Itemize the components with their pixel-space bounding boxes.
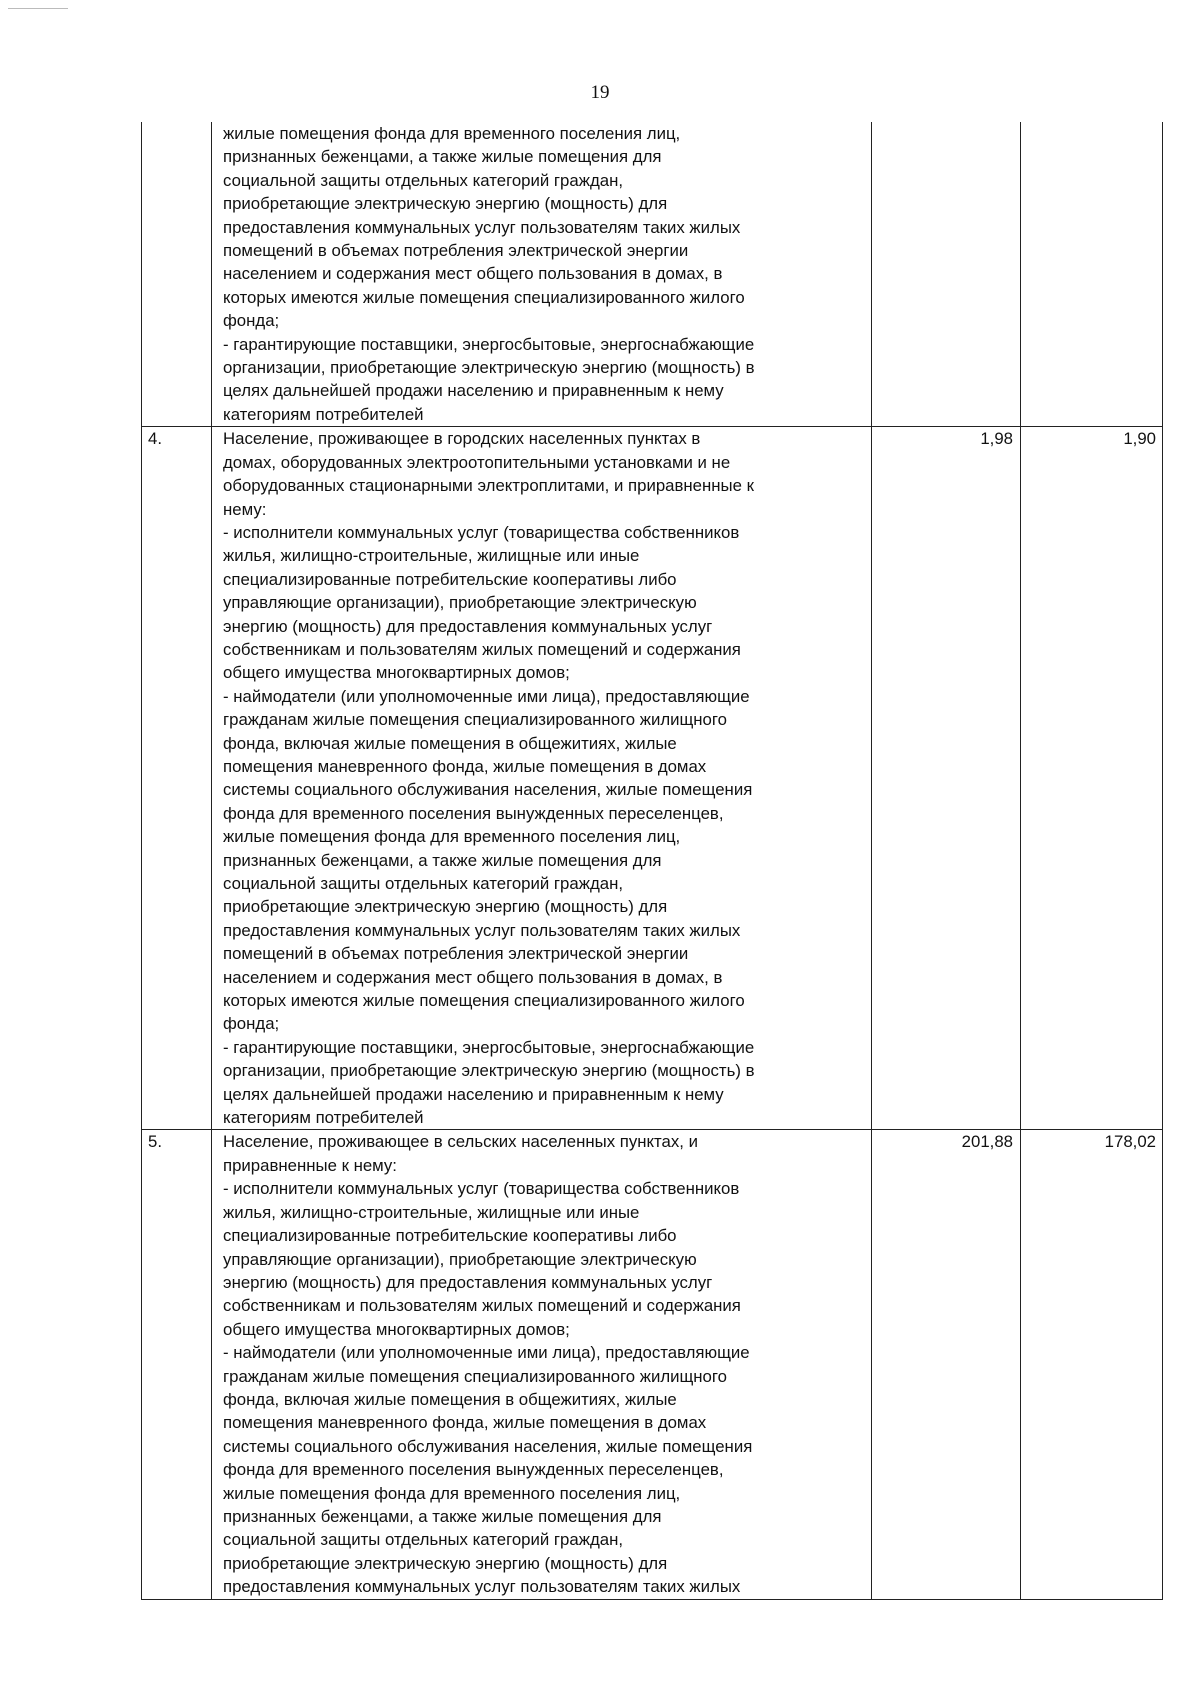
description-line: управляющие организации), приобретающие электрическую — [223, 593, 697, 613]
description-line: нему: — [223, 499, 267, 519]
table-row — [142, 1130, 1163, 1599]
table-row — [142, 427, 1163, 1130]
description-line: целях дальнейшей продажи населению и приравненным к нему — [223, 381, 724, 401]
description-line: которых имеются жилые помещения специализированного жилого — [223, 991, 745, 1011]
description-line: оборудованных стационарными электроплитами, и приравненные к — [223, 476, 754, 496]
description-line: - гарантирующие поставщики, энергосбытовые, энергоснабжающие — [223, 1037, 755, 1057]
description-line: фонда для временного поселения вынужденных переселенцев, — [223, 1460, 724, 1480]
description-line: предоставления коммунальных услуг пользователям таких жилых — [223, 217, 741, 237]
row-value-2: 178,02 — [1021, 1130, 1163, 1599]
description-line: помещений в объемах потребления электрической энергии — [223, 944, 689, 964]
row-value-1: 201,88 — [872, 1130, 1021, 1599]
description-line: приобретающие электрическую энергию (мощность) для — [223, 897, 668, 917]
scan-artifact — [8, 8, 68, 11]
description-line: фонда, включая жилые помещения в общежитиях, жилые — [223, 733, 677, 753]
description-line: организации, приобретающие электрическую энергию (мощность) в — [223, 358, 755, 378]
description-line: социальной защиты отдельных категорий граждан, — [223, 170, 623, 190]
description-line: - исполнители коммунальных услуг (товарищества собственников — [223, 522, 740, 542]
description-line: категориям потребителей — [223, 1108, 424, 1128]
description-line: - исполнители коммунальных услуг (товарищества собственников — [223, 1179, 740, 1199]
description-line: признанных беженцами, а также жилые помещения для — [223, 147, 662, 167]
description-line: энергию (мощность) для предоставления коммунальных услуг — [223, 616, 713, 636]
description-line: фонда для временного поселения вынужденных переселенцев, — [223, 803, 724, 823]
row-description — [212, 1130, 872, 1599]
description-line: фонда; — [223, 1014, 280, 1034]
row-value-1 — [872, 122, 1021, 427]
description-line: социальной защиты отдельных категорий граждан, — [223, 1530, 623, 1550]
description-line: домах, оборудованных электроотопительными установками и не — [223, 452, 731, 472]
description-line: приобретающие электрическую энергию (мощность) для — [223, 1553, 668, 1573]
row-description — [212, 427, 872, 1130]
description-line: жилые помещения фонда для временного поселения лиц, — [223, 1483, 681, 1503]
description-line: организации, приобретающие электрическую энергию (мощность) в — [223, 1061, 755, 1081]
description-line: признанных беженцами, а также жилые помещения для — [223, 850, 662, 870]
row-number — [142, 122, 212, 427]
description-line: помещения маневренного фонда, жилые помещения в домах — [223, 756, 707, 776]
description-line: гражданам жилые помещения специализированного жилищного — [223, 710, 727, 730]
description-line: жилья, жилищно-строительные, жилищные или иные — [223, 546, 640, 566]
row-value-1: 1,98 — [872, 427, 1021, 1130]
description-line: специализированные потребительские кооперативы либо — [223, 1226, 677, 1246]
table-row — [142, 122, 1163, 427]
description-line: - наймодатели (или уполномоченные ими лица), предоставляющие — [223, 686, 750, 706]
description-line: помещения маневренного фонда, жилые помещения в домах — [223, 1413, 707, 1433]
row-number: 5. — [142, 1130, 212, 1599]
row-value-2 — [1021, 122, 1163, 427]
description-line: Население, проживающее в городских населенных пунктах в — [223, 429, 701, 449]
description-line: фонда, включая жилые помещения в общежитиях, жилые — [223, 1389, 677, 1409]
description-line: системы социального обслуживания населения, жилые помещения — [223, 1436, 753, 1456]
description-line: предоставления коммунальных услуг пользователям таких жилых — [223, 1577, 741, 1597]
row-description — [212, 122, 872, 427]
description-line: целях дальнейшей продажи населению и приравненным к нему — [223, 1084, 724, 1104]
row-number: 4. — [142, 427, 212, 1130]
description-line: жилые помещения фонда для временного поселения лиц, — [223, 124, 681, 143]
description-line: социальной защиты отдельных категорий граждан, — [223, 874, 623, 893]
description-line: предоставления коммунальных услуг пользователям таких жилых — [223, 920, 741, 940]
description-line: системы социального обслуживания населения, жилые помещения — [223, 780, 753, 800]
description-line: энергию (мощность) для предоставления коммунальных услуг — [223, 1272, 713, 1292]
row-value-2: 1,90 — [1021, 427, 1163, 1130]
tariff-table — [141, 122, 1163, 1600]
description-line: - гарантирующие поставщики, энергосбытовые, энергоснабжающие — [223, 334, 755, 354]
description-line: приравненные к нему: — [223, 1155, 397, 1175]
page-number: 19 — [590, 82, 610, 103]
description-line: которых имеются жилые помещения специализированного жилого — [223, 287, 745, 307]
description-line: собственникам и пользователям жилых помещений и содержания — [223, 1296, 741, 1316]
description-line: общего имущества многоквартирных домов; — [223, 663, 570, 683]
description-line: - наймодатели (или уполномоченные ими лица), предоставляющие — [223, 1343, 750, 1363]
description-line: населением и содержания мест общего пользования в домах, в — [223, 967, 723, 987]
description-line: управляющие организации), приобретающие электрическую — [223, 1249, 697, 1269]
description-line: жилые помещения фонда для временного поселения лиц, — [223, 827, 681, 847]
description-line: категориям потребителей — [223, 404, 424, 424]
description-line: помещений в объемах потребления электрической энергии — [223, 241, 689, 261]
description-line: жилья, жилищно-строительные, жилищные или иные — [223, 1202, 640, 1222]
description-line: общего имущества многоквартирных домов; — [223, 1319, 570, 1339]
description-line: фонда; — [223, 311, 280, 331]
description-line: гражданам жилые помещения специализированного жилищного — [223, 1366, 727, 1386]
description-line: населением и содержания мест общего пользования в домах, в — [223, 264, 723, 284]
description-line: собственникам и пользователям жилых помещений и содержания — [223, 639, 741, 659]
description-line: приобретающие электрическую энергию (мощность) для — [223, 194, 668, 214]
description-line: признанных беженцами, а также жилые помещения для — [223, 1506, 662, 1526]
description-line: специализированные потребительские кооперативы либо — [223, 569, 677, 589]
description-line: Население, проживающее в сельских населенных пунктах, и — [223, 1132, 698, 1152]
